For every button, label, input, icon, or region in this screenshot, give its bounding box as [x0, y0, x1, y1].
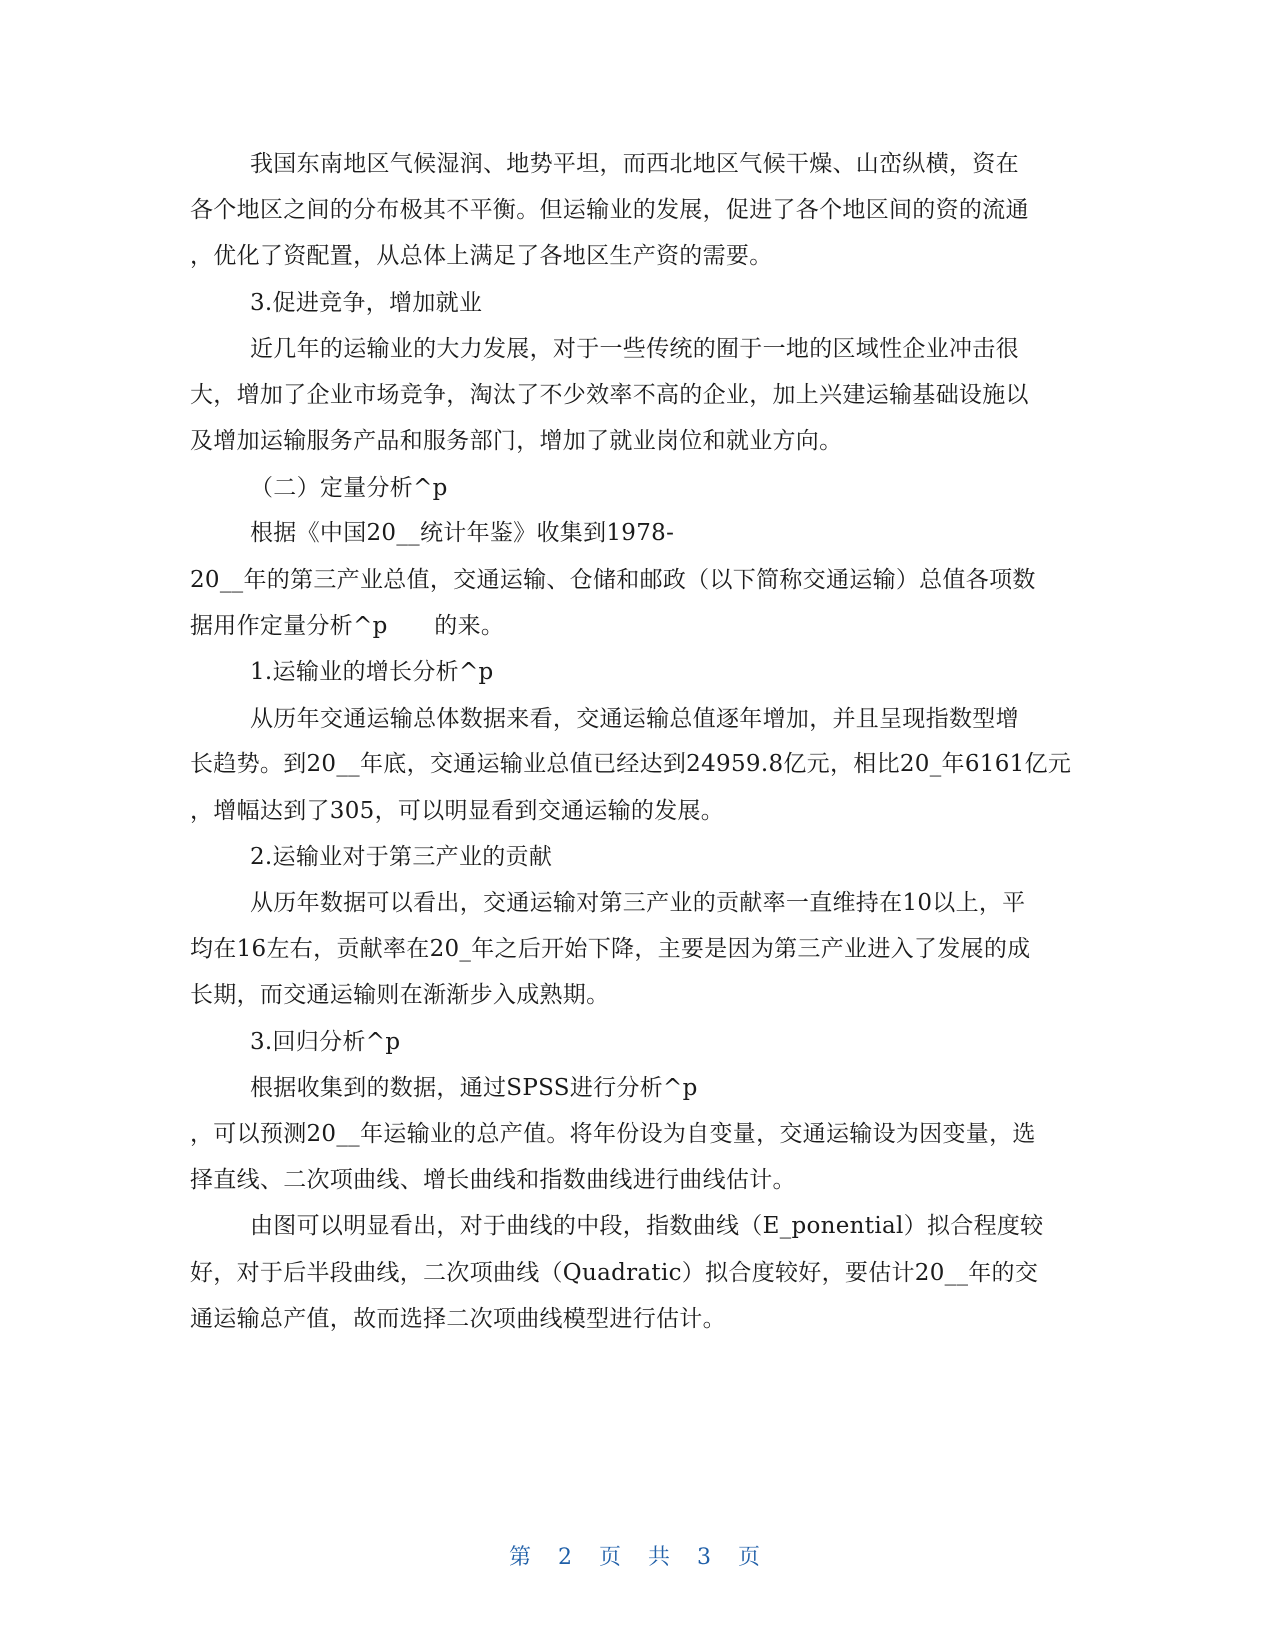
text-line: 及增加运输服务产品和服务部门，增加了就业岗位和就业方向。: [190, 428, 843, 454]
text-line: 从历年交通运输总体数据来看，交通运输总值逐年增加，并且呈现指数型增: [250, 706, 1019, 732]
text-line: 各个地区之间的分布极其不平衡。但运输业的发展，促进了各个地区间的资的流通: [190, 197, 1029, 223]
text-line: 近几年的运输业的大力发展，对于一些传统的囿于一地的区域性企业冲击很: [250, 336, 1019, 362]
text-line: 均在16左右，贡献率在20_年之后开始下降，主要是因为第三产业进入了发展的成: [190, 936, 1031, 962]
page-number-footer: 第 2 页 共 3 页: [509, 1545, 766, 1570]
text-line: 大，增加了企业市场竞争，淘汰了不少效率不高的企业，加上兴建运输基础设施以: [190, 382, 1029, 408]
section-heading: 3.促进竞争，增加就业: [250, 290, 483, 316]
text-line: 好，对于后半段曲线，二次项曲线（Quadratic）拟合度较好，要估计20__年的交: [190, 1260, 1039, 1286]
text-line: 根据收集到的数据，通过SPSS进行分析^p: [250, 1075, 698, 1101]
text-line: 根据《中国20__统计年鉴》收集到1978-: [250, 520, 675, 546]
text-line: ，可以预测20__年运输业的总产值。将年份设为自变量，交通运输设为因变量，选: [190, 1121, 1036, 1147]
section-heading: 1.运输业的增长分析^p: [250, 659, 494, 685]
text-line: ，增幅达到了305，可以明显看到交通运输的发展。: [190, 798, 725, 824]
text-line: 从历年数据可以看出，交通运输对第三产业的贡献率一直维持在10以上，平: [250, 890, 1026, 916]
text-line: 通运输总产值，故而选择二次项曲线模型进行估计。: [190, 1306, 726, 1332]
section-heading: 2.运输业对于第三产业的贡献: [250, 844, 553, 870]
text-line: 择直线、二次项曲线、增长曲线和指数曲线进行曲线估计。: [190, 1167, 796, 1193]
section-heading: 3.回归分析^p: [250, 1029, 401, 1055]
text-line: 长趋势。到20__年底，交通运输业总值已经达到24959.8亿元，相比20_年6161亿元: [190, 751, 1072, 777]
text-line: ，优化了资配置，从总体上满足了各地区生产资的需要。: [190, 243, 773, 269]
text-line: 20__年的第三产业总值，交通运输、仓储和邮政（以下简称交通运输）总值各项数: [190, 567, 1036, 593]
text-line: 据用作定量分析^p 的来。: [190, 613, 505, 639]
section-heading: （二）定量分析^p: [250, 475, 448, 501]
text-line: 我国东南地区气候湿润、地势平坦，而西北地区气候干燥、山峦纵横，资在: [250, 151, 1019, 177]
text-line: 长期，而交通运输则在渐渐步入成熟期。: [190, 982, 610, 1008]
text-line: 由图可以明显看出，对于曲线的中段，指数曲线（E_ponential）拟合程度较: [250, 1213, 1044, 1239]
